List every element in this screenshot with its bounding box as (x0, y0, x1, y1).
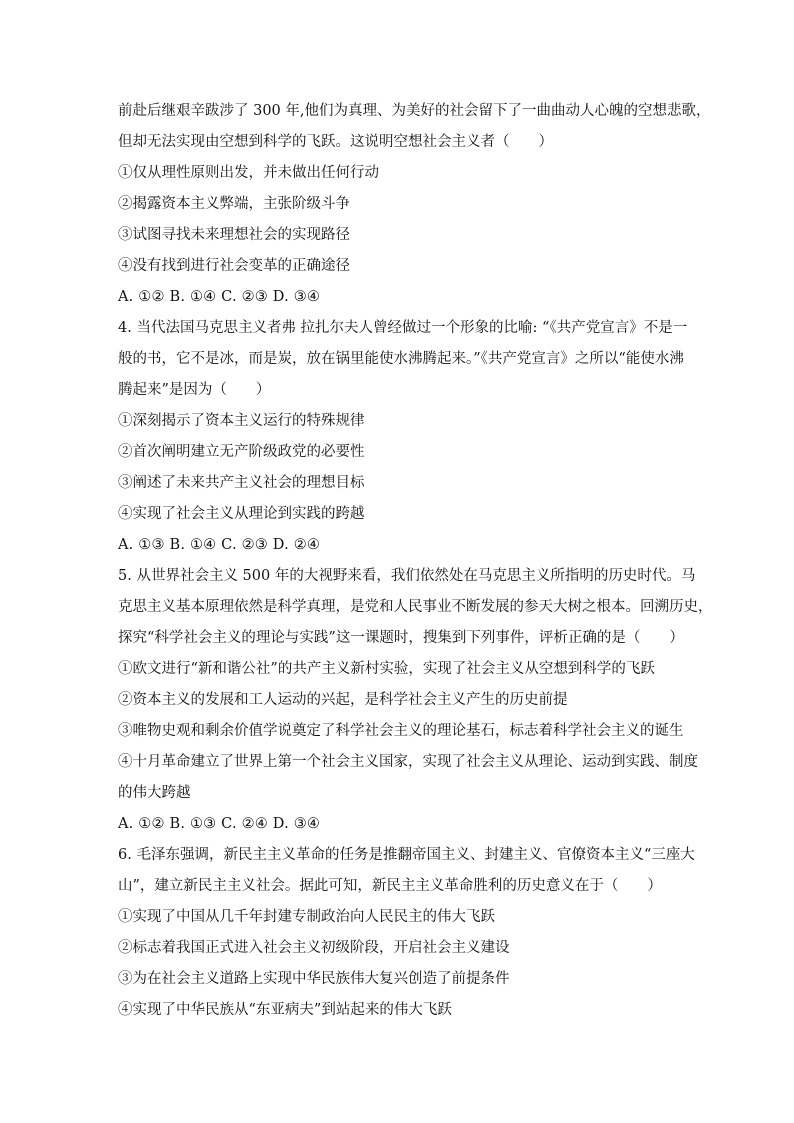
question-6-stem-line-2: 山”，建立新民主主义社会。据此可知，新民主主义革命胜利的历史意义在于（ ） (118, 878, 662, 894)
question-6-stem-line-1: 6. 毛泽东强调，新民主主义革命的任务是推翻帝国主义、封建主义、官僚资本主义“三座大 (118, 847, 695, 863)
question-5-answer-choices: A. ①② B. ①③ C. ②④ D. ③④ (118, 816, 321, 832)
exam-page (118, 96, 713, 1026)
question-6-option-4: ④实现了中华民族从“东亚病夫”到站起来的伟大飞跃 (118, 1002, 452, 1018)
question-3-stem-line-1: 前赴后继艰辛跋涉了 300 年,他们为真理、为美好的社会留下了一曲曲动人心魄的空想悲歌， (118, 103, 711, 119)
question-3-tail (118, 96, 711, 313)
question-3-answer-choices: A. ①② B. ①④ C. ②③ D. ③④ (118, 289, 321, 305)
question-5-option-2: ②资本主义的发展和工人运动的兴起，是科学社会主义产生的历史前提 (118, 692, 568, 708)
question-4-stem-line-1: 4. 当代法国马克思主义者弗 拉扎尔夫人曾经做过一个形象的比喻: “《共产党宣言》不是一 (118, 320, 688, 336)
question-4-option-3: ③阐述了未来共产主义社会的理想目标 (118, 475, 365, 491)
question-3-option-2: ②揭露资本主义弊端，主张阶级斗争 (118, 196, 350, 212)
question-5-stem-line-1: 5. 从世界社会主义 500 年的大视野来看，我们依然处在马克思主义所指明的历史时代。马 (118, 568, 696, 584)
question-4 (118, 313, 688, 561)
question-4-stem-line-3: 腾起来”是因为（ ） (118, 382, 271, 398)
question-6-option-1: ①实现了中国从几千年封建专制政治向人民民主的伟大飞跃 (118, 909, 495, 925)
question-4-answer-choices: A. ①③ B. ①④ C. ②③ D. ②④ (118, 537, 321, 553)
question-4-option-4: ④实现了社会主义从理论到实践的跨越 (118, 506, 365, 522)
question-5-option-3: ③唯物史观和剩余价值学说奠定了科学社会主义的理论基石，标志着科学社会主义的诞生 (118, 723, 684, 739)
question-5-option-1: ①欧文进行“新和谐公社”的共产主义新村实验，实现了社会主义从空想到科学的飞跃 (118, 661, 655, 677)
question-5-stem-line-2: 克思主义基本原理依然是科学真理，是党和人民事业不断发展的参天大树之根本。回溯历史， (118, 599, 713, 615)
question-3-option-3: ③试图寻找未来理想社会的实现路径 (118, 227, 350, 243)
question-6-option-3: ③为在社会主义道路上实现中华民族伟大复兴创造了前提条件 (118, 971, 510, 987)
question-5-option-4-continued: 的伟大跨越 (118, 785, 191, 801)
question-3-stem-line-2: 但却无法实现由空想到科学的飞跃。这说明空想社会主义者（ ） (118, 134, 553, 150)
question-3-option-1: ①仅从理性原则出发，并未做出任何行动 (118, 165, 379, 181)
question-4-stem-line-2: 般的书，它不是冰，而是炭，放在锅里能使水沸腾起来。”《共产党宣言》之所以“能使水沸 (118, 351, 684, 367)
question-6 (118, 840, 695, 1026)
question-3-option-4: ④没有找到进行社会变革的正确途径 (118, 258, 350, 274)
question-5 (118, 561, 713, 840)
question-5-stem-line-3: 探究“科学社会主义的理论与实践”这一课题时，搜集到下列事件，评析正确的是（ ） (118, 630, 684, 646)
question-6-option-2: ②标志着我国正式进入社会主义初级阶段，开启社会主义建设 (118, 940, 510, 956)
question-5-option-4: ④十月革命建立了世界上第一个社会主义国家，实现了社会主义从理论、运动到实践、制度 (118, 754, 698, 770)
question-4-option-2: ②首次阐明建立无产阶级政党的必要性 (118, 444, 365, 460)
question-4-option-1: ①深刻揭示了资本主义运行的特殊规律 (118, 413, 365, 429)
